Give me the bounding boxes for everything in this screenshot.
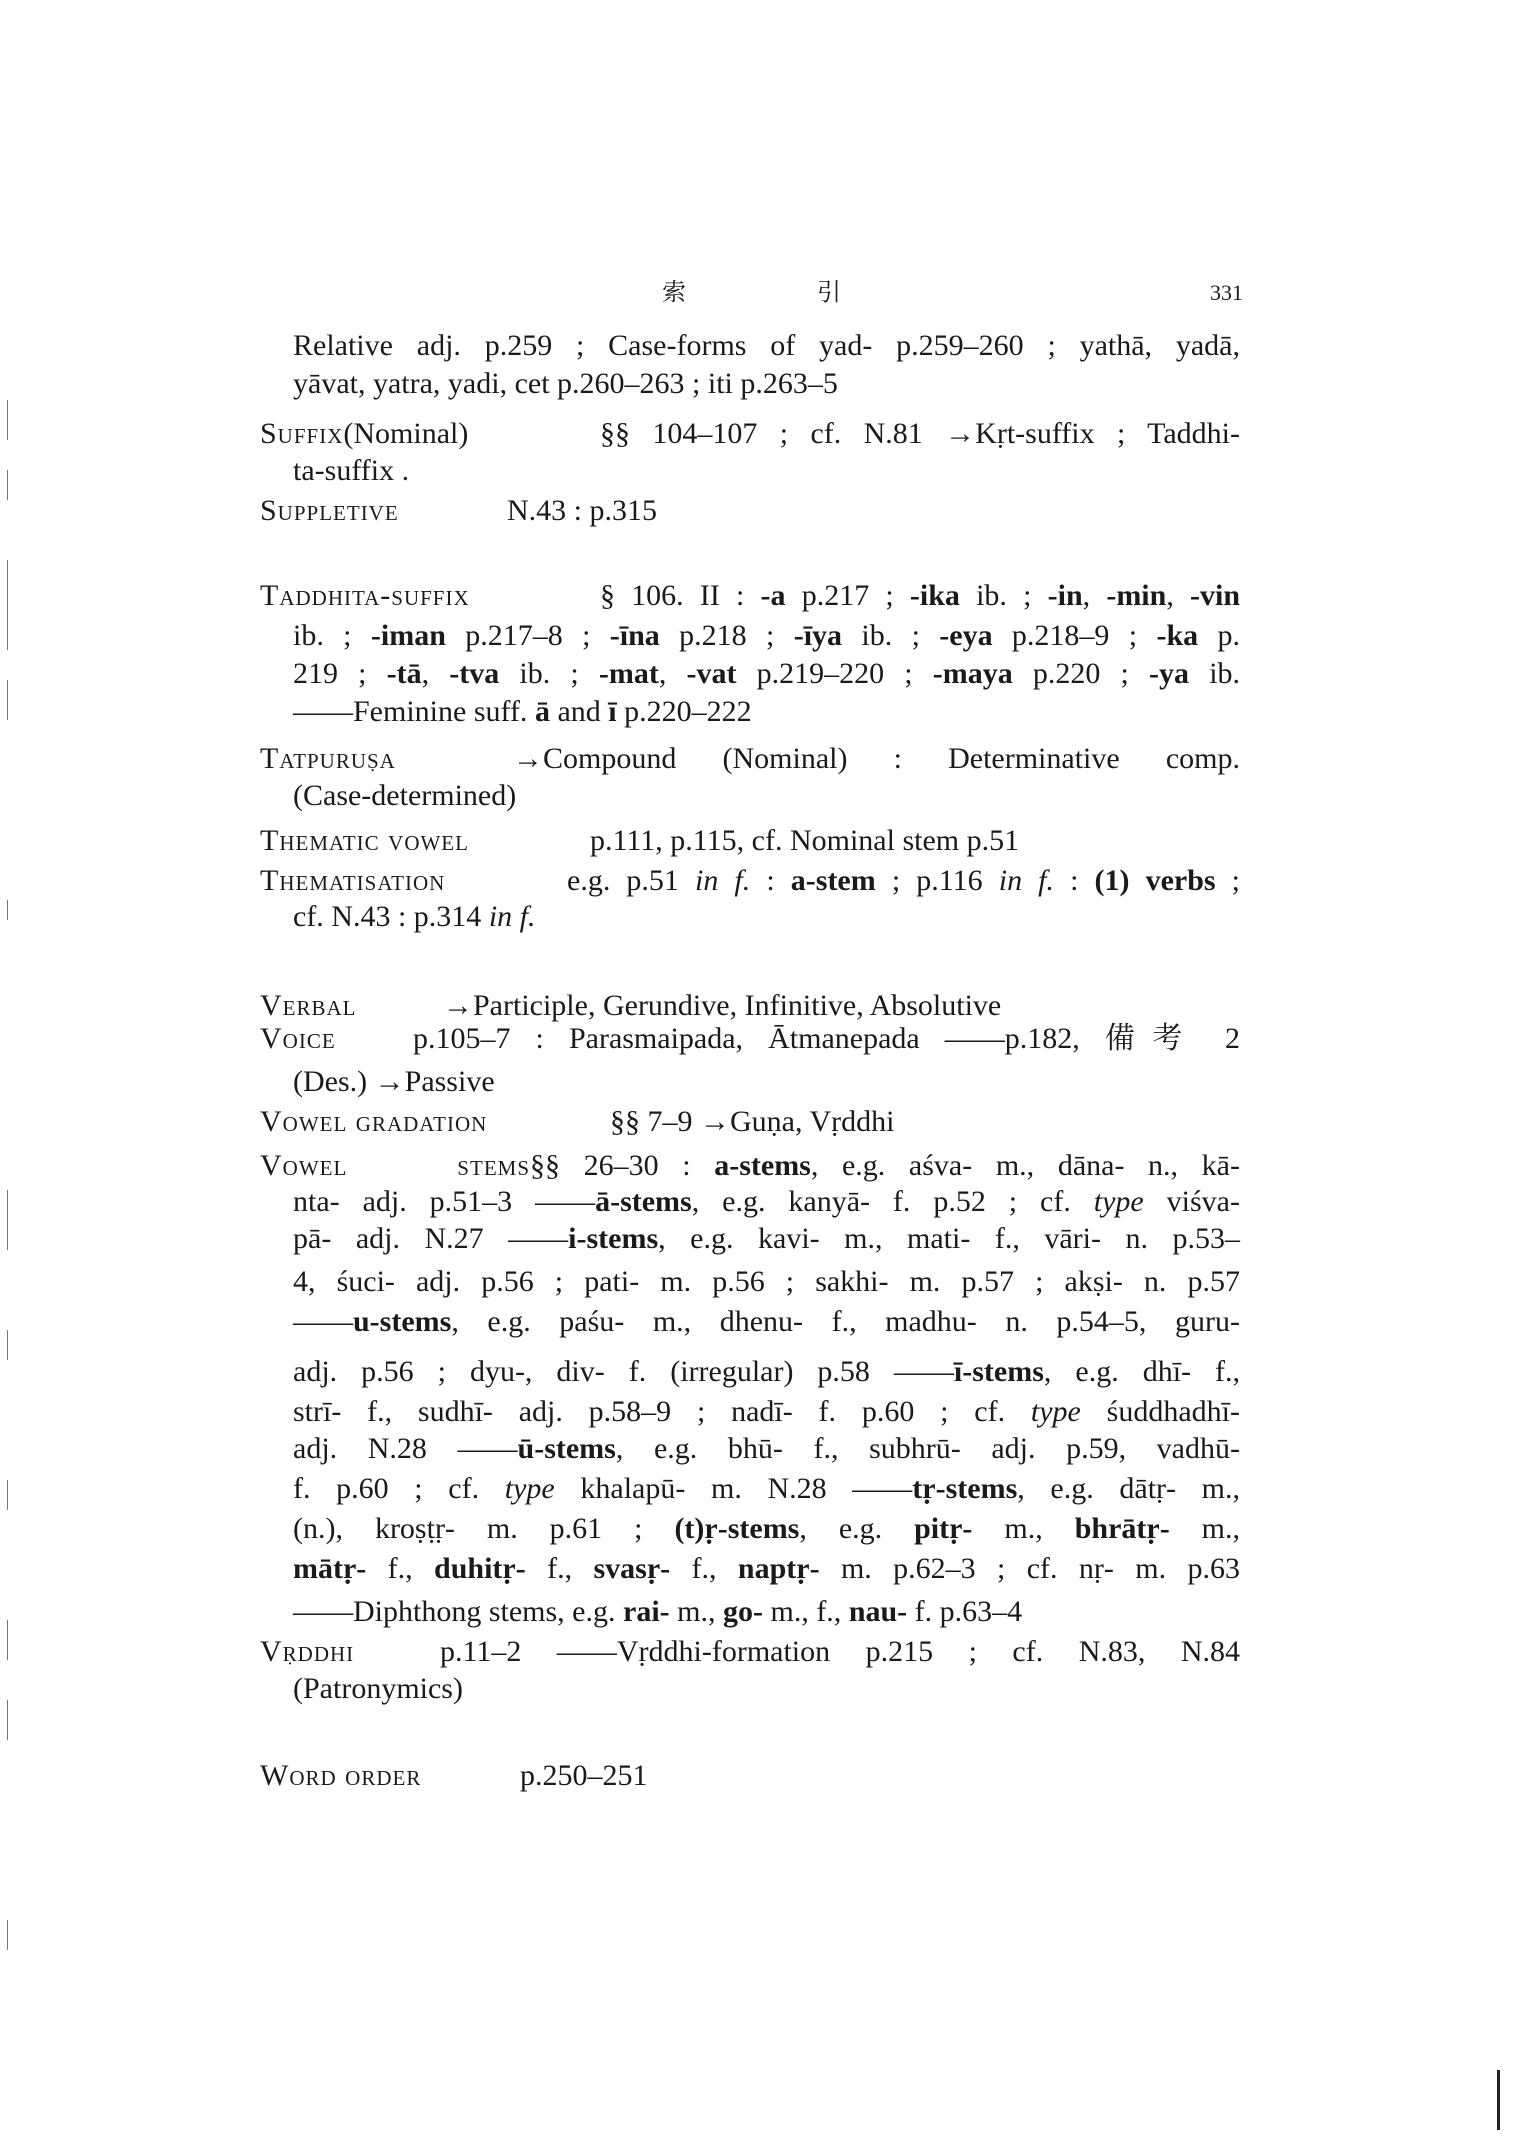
entry-text: pā- adj. N.27 —— (293, 1222, 569, 1255)
headword-text: Thematisation (260, 864, 446, 897)
entry-text: ; (1215, 864, 1240, 897)
entry-text: m. p.62–3 ; cf. nṛ- m. p.63 (819, 1552, 1240, 1585)
entry-text: p.218 ; (659, 619, 794, 652)
entry-text: p. (1198, 619, 1241, 652)
entry-text: 4, śuci- adj. p.56 ; pati- m. p.56 ; sakhi- m. p.57 ; akṣi- n. p.57 (293, 1265, 1240, 1298)
entry-text: viśva- (1143, 1185, 1240, 1218)
entry-text: and (549, 695, 609, 728)
entry-headword (260, 1146, 530, 1186)
index-line (293, 776, 1240, 816)
scan-margin-mark (7, 400, 8, 440)
entry-text: -min (1106, 579, 1167, 612)
entry-text: m., (972, 1512, 1075, 1545)
entry-headword (260, 861, 567, 901)
entry-text: (n.), kroṣṭṛ- m. p.61 ; (293, 1512, 675, 1545)
index-line (260, 1632, 1240, 1672)
entry-text: go- (722, 1595, 763, 1628)
index-line (293, 326, 1240, 366)
entry-text: in f. (488, 900, 536, 933)
entry-headword (260, 1632, 440, 1672)
index-line (260, 1102, 1240, 1142)
entry-text: ī (608, 695, 617, 728)
entry-text: , (1082, 579, 1107, 612)
entry-text: naptṛ- (737, 1552, 820, 1585)
entry-text: §§ 7–9 →Guṇa, Vṛddhi (610, 1105, 895, 1138)
entry-text: p.111, p.115, cf. Nominal stem p.51 (590, 824, 1020, 857)
entry-text: type (1030, 1395, 1081, 1428)
entry-text: §§ 104–107 ; cf. N.81 →Kṛt-suffix ; Taddhi- (600, 417, 1240, 450)
index-line (260, 739, 1240, 779)
headword-text: Vowel stems (260, 1149, 530, 1182)
entry-text: -mat (598, 657, 659, 690)
index-line (293, 1669, 1240, 1709)
entry-text: nau- (848, 1595, 908, 1628)
entry-text: , e.g. kavi- m., mati- f., vāri- n. p.53– (658, 1222, 1240, 1255)
entry-text: adj. N.28 —— (293, 1432, 518, 1465)
entry-text: , e.g. kanyā- f. p.52 ; cf. (691, 1185, 1094, 1218)
index-line (293, 1549, 1240, 1589)
entry-text: ib. ; (959, 579, 1048, 612)
headword-text: Tatpuruṣa (260, 742, 396, 775)
index-line (293, 1509, 1240, 1549)
index-line (293, 1469, 1240, 1509)
entry-text: ta-suffix . (293, 454, 410, 487)
index-line (260, 861, 1240, 901)
entry-headword (260, 821, 590, 861)
entry-text: , e.g. (799, 1512, 915, 1545)
headword-text: Vowel gradation (260, 1105, 488, 1138)
entry-text: f., (525, 1552, 594, 1585)
entry-text: -ika (909, 579, 960, 612)
index-line (260, 821, 1240, 861)
entry-text: , e.g. dātṛ- m., (1017, 1472, 1240, 1505)
entry-text: (Case-determined) (293, 779, 517, 812)
entry-text: -tā (386, 657, 422, 690)
scan-margin-mark (7, 1620, 8, 1660)
entry-text: i-stems (568, 1222, 659, 1255)
entry-text: f., (670, 1552, 738, 1585)
entry-text: -tva (449, 657, 500, 690)
entry-text: § 106. II : (600, 579, 761, 612)
entry-text: , (421, 657, 450, 690)
entry-text: m., (669, 1595, 723, 1628)
entry-text: type (1093, 1185, 1144, 1218)
headword-text: Thematic vowel (260, 824, 469, 857)
index-line (293, 364, 1240, 404)
scan-margin-mark (7, 1190, 8, 1250)
entry-headword (260, 1756, 520, 1796)
scan-margin-mark (7, 680, 8, 720)
index-line (260, 491, 1240, 531)
entry-text: ī-stems (953, 1355, 1044, 1388)
index-line (260, 1756, 1240, 1796)
entry-text: p.105–7 : Parasmaipada, Ātmanepada ——p.182, 備考 2 (413, 1022, 1240, 1055)
entry-text: —— (293, 1305, 353, 1338)
entry-text: pitṛ- (914, 1512, 973, 1545)
index-line (293, 616, 1240, 656)
index-line (293, 1062, 1240, 1102)
entry-text: ib. ; (499, 657, 599, 690)
scan-margin-mark (7, 1700, 8, 1740)
entry-text: p.217 ; (785, 579, 910, 612)
entry-text: §§ 26–30 : (530, 1149, 715, 1182)
entry-text: f., (366, 1552, 435, 1585)
scan-margin-mark (7, 560, 8, 650)
entry-text: f. p.60 ; cf. (293, 1472, 505, 1505)
entry-text: ā-stems (595, 1185, 692, 1218)
entry-text: p.218–9 ; (992, 619, 1157, 652)
entry-text: -a (760, 579, 786, 612)
scan-margin-mark (7, 900, 8, 920)
index-line (293, 654, 1240, 694)
entry-text: -in (1047, 579, 1083, 612)
entry-text: bhrātṛ- (1074, 1512, 1170, 1545)
entry-text: ib. ; (842, 619, 940, 652)
entry-text: →Compound (Nominal) : Determinative comp. (513, 742, 1240, 775)
index-line (293, 1352, 1240, 1392)
scan-edge-mark (1497, 2070, 1500, 2130)
entry-text: ——Feminine suff. (293, 695, 535, 728)
entry-text: p.220 ; (1012, 657, 1150, 690)
index-line (293, 1429, 1240, 1469)
entry-text: in f. (695, 864, 751, 897)
index-line (293, 1592, 1240, 1632)
headword-text: Taddhita-suffix (260, 579, 470, 612)
entry-text: , e.g. aśva- m., dāna- n., kā- (810, 1149, 1240, 1182)
headword-text: (Nominal) (343, 417, 469, 450)
entry-text: m., (1169, 1512, 1240, 1545)
entry-text: (Des.) →Passive (293, 1065, 495, 1098)
entry-text: a-stem (790, 864, 876, 897)
entry-headword (260, 576, 600, 616)
entry-text: m., f., (762, 1595, 849, 1628)
entry-text: , (658, 657, 687, 690)
entry-text: rai- (623, 1595, 670, 1628)
index-line (293, 1392, 1240, 1432)
entry-text: mātṛ- (293, 1552, 367, 1585)
entry-headword (260, 739, 513, 779)
headword-text: Suppletive (260, 494, 399, 527)
entry-text: , e.g. dhī- f., (1043, 1355, 1240, 1388)
scan-margin-mark (7, 1330, 8, 1360)
entry-text: ā (534, 695, 550, 728)
index-line (293, 1302, 1240, 1342)
entry-text: -iman (370, 619, 446, 652)
entry-text: ū-stems (517, 1432, 616, 1465)
running-head-left: 索 (662, 280, 686, 306)
entry-text: (Patronymics) (293, 1672, 463, 1705)
entry-text: nta- adj. p.51–3 —— (293, 1185, 596, 1218)
entry-headword (260, 414, 600, 454)
entry-text: strī- f., sudhī- adj. p.58–9 ; nadī- f. p.60 ; cf. (293, 1395, 1031, 1428)
index-line (293, 692, 1240, 732)
index-line (260, 1019, 1240, 1059)
entry-text: -ya (1149, 657, 1190, 690)
entry-text: -vin (1190, 579, 1241, 612)
entry-text: duhitṛ- (434, 1552, 526, 1585)
entry-text: f. p.63–4 (907, 1595, 1023, 1628)
entry-text: in f. (998, 864, 1054, 897)
entry-text: -ka (1156, 619, 1199, 652)
entry-text: p.217–8 ; (445, 619, 610, 652)
entry-text: p.220–222 (616, 695, 752, 728)
entry-headword (260, 491, 507, 531)
entry-text: a-stems (714, 1149, 811, 1182)
entry-text: yāvat, yatra, yadi, cet p.260–263 ; iti p.263–5 (293, 367, 838, 400)
index-line (293, 451, 1240, 491)
index-line (293, 897, 1240, 937)
entry-text: →Participle, Gerundive, Infinitive, Absolutive (443, 989, 1002, 1022)
entry-text: -īya (793, 619, 843, 652)
index-line (260, 414, 1240, 454)
headword-text: Voice (260, 1022, 336, 1055)
index-line (260, 576, 1240, 616)
entry-text: p.250–251 (520, 1759, 648, 1792)
entry-text: -maya (932, 657, 1013, 690)
entry-text: (1) verbs (1094, 864, 1216, 897)
index-line (293, 1182, 1240, 1222)
index-line (293, 1219, 1240, 1259)
entry-text: , e.g. paśu- m., dhenu- f., madhu- n. p.54–5, guru- (451, 1305, 1240, 1338)
entry-text: śuddhadhī- (1080, 1395, 1240, 1428)
entry-text: ib. (1189, 657, 1241, 690)
entry-text: tṛ-stems (912, 1472, 1018, 1505)
entry-text: , (1166, 579, 1191, 612)
entry-text: N.43 : p.315 (507, 494, 657, 527)
scan-margin-mark (7, 1920, 8, 1950)
entry-text: ——Diphthong stems, e.g. (293, 1595, 623, 1628)
entry-text: : (1054, 864, 1095, 897)
running-head-right: 引 (817, 280, 841, 306)
entry-text: khalapū- m. N.28 —— (554, 1472, 913, 1505)
entry-text: -vat (686, 657, 737, 690)
headword-text: Verbal (260, 989, 357, 1022)
entry-text: u-stems (353, 1305, 452, 1338)
entry-text: , e.g. bhū- f., subhrū- adj. p.59, vadhū- (615, 1432, 1240, 1465)
headword-text: Word order (260, 1759, 422, 1792)
entry-text: (t)ṛ-stems (674, 1512, 800, 1545)
headword-text: Vṛddhi (260, 1635, 355, 1668)
entry-headword (260, 1019, 413, 1059)
entry-text: -eya (939, 619, 993, 652)
entry-text: 219 ; (293, 657, 387, 690)
entry-text: p.219–220 ; (736, 657, 933, 690)
entry-text: p.11–2 ——Vṛddhi-formation p.215 ; cf. N.83, N.84 (440, 1635, 1240, 1668)
entry-text: type (504, 1472, 555, 1505)
scan-margin-mark (7, 1480, 8, 1510)
index-line (260, 1146, 1240, 1186)
scan-margin-mark (7, 470, 8, 500)
entry-text: cf. N.43 : p.314 (293, 900, 489, 933)
entry-text: ; p.116 (875, 864, 999, 897)
entry-headword (260, 1102, 610, 1142)
page-number: 331 (1210, 280, 1243, 305)
entry-text: Relative adj. p.259 ; Case-forms of yad- p.259–260 ; yathā, yadā, (293, 329, 1240, 362)
entry-text: -īna (609, 619, 660, 652)
index-line (293, 1262, 1240, 1302)
entry-text: svasṛ- (593, 1552, 671, 1585)
headword-text: Suffix (260, 417, 344, 450)
entry-text: adj. p.56 ; dyu-, div- f. (irregular) p.58 —— (293, 1355, 954, 1388)
entry-text: : (750, 864, 791, 897)
entry-text: ib. ; (293, 619, 371, 652)
entry-text: e.g. p.51 (567, 864, 695, 897)
